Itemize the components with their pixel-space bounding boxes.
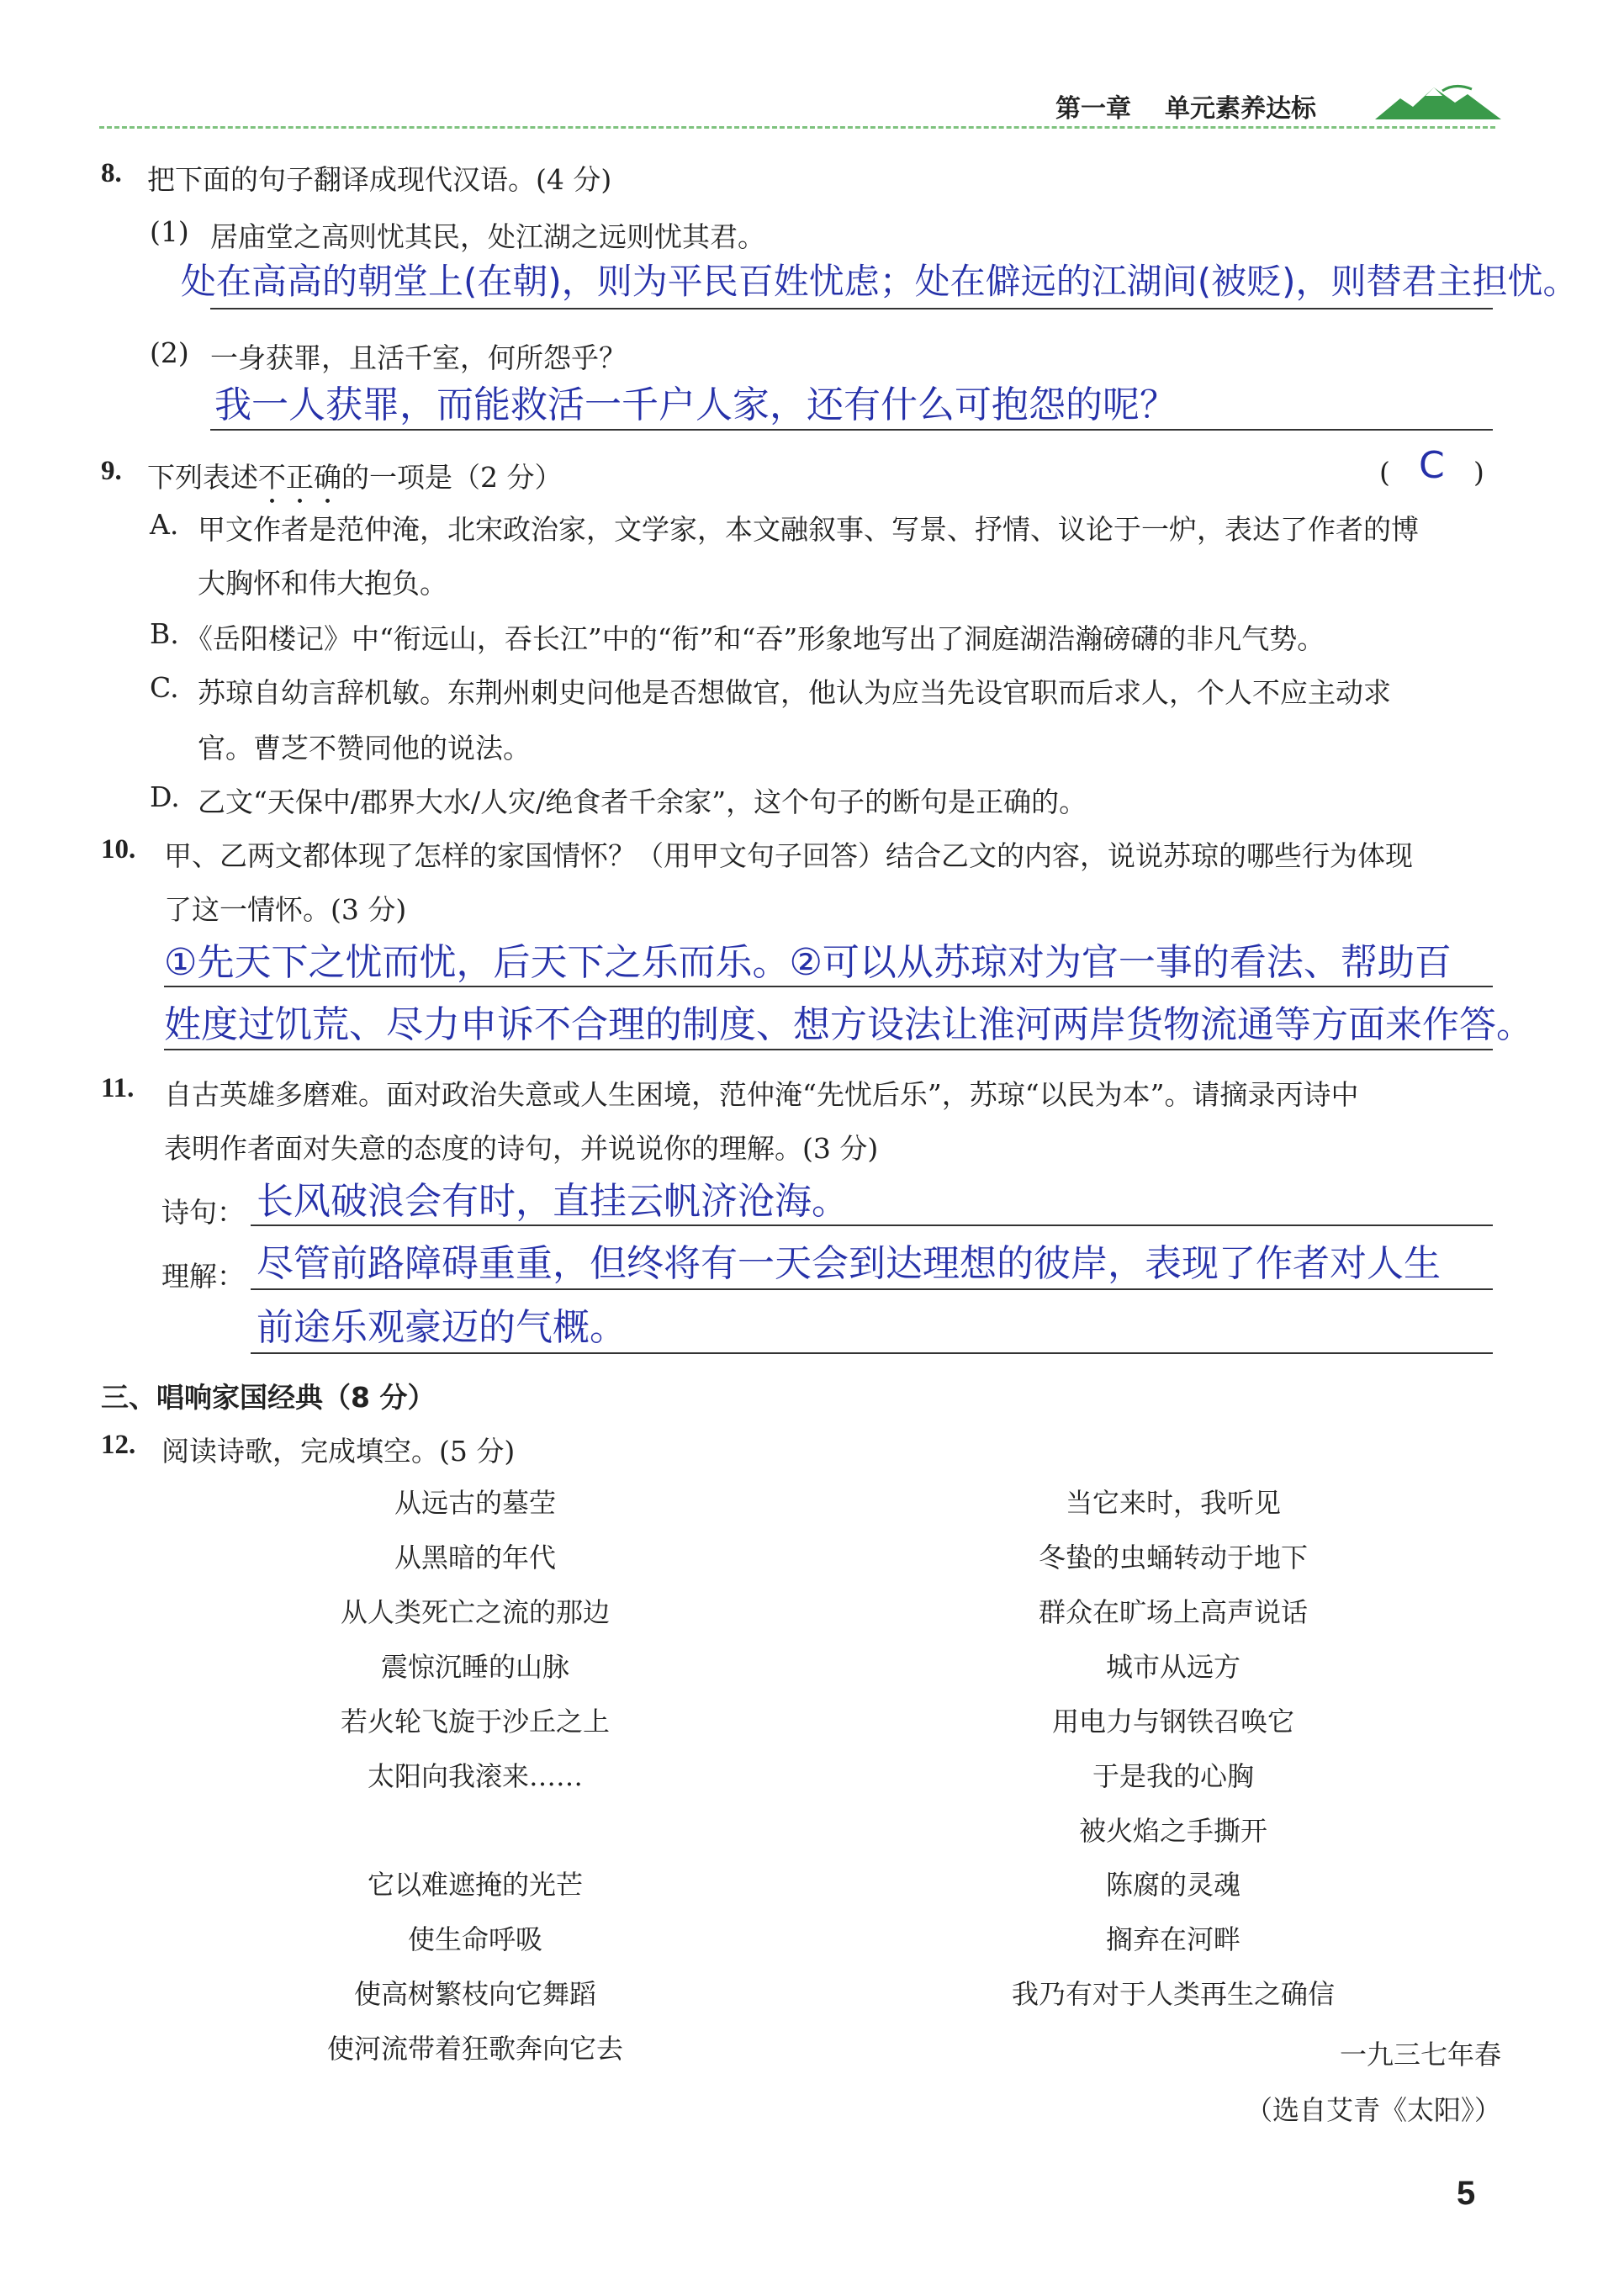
q8-number: 8. <box>101 158 122 188</box>
answer-line <box>251 1288 1493 1290</box>
q8-sub2-answer: 我一人获罪，而能救活一千户人家，还有什么可抱怨的呢？ <box>214 383 1177 426</box>
q10-prompt: 甲、乙两文都体现了怎样的家国情怀？（用甲文句子回答）结合乙文的内容，说说苏琼的哪些行为体现 <box>164 839 1413 872</box>
q9-prompt: 下列表述不正确的一项是（2 分） <box>147 461 563 494</box>
answer-line <box>251 1224 1493 1226</box>
q11-prompt-cont: 表明作者面对失意的态度的诗句，并说说你的理解。(3 分) <box>164 1132 879 1165</box>
q11-number: 11. <box>101 1073 135 1103</box>
answer-line <box>251 1352 1493 1354</box>
q9-number: 9. <box>101 456 122 486</box>
q11-understand-answer-line2: 前途乐观豪迈的气概。 <box>257 1306 627 1349</box>
poem-right-line: 我乃有对于人类再生之确信 <box>1011 1978 1335 2010</box>
q9-option-b-label: B. <box>150 617 179 650</box>
answer-line <box>164 1049 1493 1050</box>
poem-right-line: 陈腐的灵魂 <box>1105 1869 1240 1901</box>
page-number: 5 <box>1457 2175 1476 2212</box>
poem-right-line: 当它来时，我听见 <box>1065 1487 1281 1519</box>
q9-option-a-label: A. <box>150 508 179 541</box>
mountain-logo-icon <box>1375 77 1501 124</box>
q9-answer-paren-close: ) <box>1473 456 1484 489</box>
q9-option-b-text: 《岳阳楼记》中“衔远山，吞长江”中的“衔”和“吞”形象地写出了洞庭湖浩瀚磅礴的非凡气势。 <box>185 622 1325 655</box>
q11-understand-label: 理解： <box>161 1260 245 1293</box>
q9-answer: C <box>1419 444 1445 487</box>
q11-poem-answer: 长风破浪会有时，直挂云帆济沧海。 <box>257 1180 849 1223</box>
answer-line <box>210 308 1493 309</box>
q9-answer-paren-open: ( <box>1379 456 1390 489</box>
q8-sub1-answer: 处在高高的朝堂上(在朝)，则为平民百姓忧虑；处在僻远的江湖间(被贬)，则替君主担忧。 <box>181 261 1579 302</box>
q12-prompt: 阅读诗歌，完成填空。(5 分) <box>161 1435 516 1468</box>
poem-left-line: 震惊沉睡的山脉 <box>380 1651 569 1683</box>
q10-answer-line2: 姓度过饥荒、尽力申诉不合理的制度、想方设法让淮河两岸货物流通等方面来作答。 <box>164 1003 1533 1046</box>
q10-number: 10. <box>101 834 136 865</box>
poem-right-line: 群众在旷场上高声说话 <box>1038 1596 1308 1628</box>
q11-understand-answer-line1: 尽管前路障碍重重，但终将有一天会到达理想的彼岸，表现了作者对人生 <box>257 1242 1441 1285</box>
poem-right-line: 搁弃在河畔 <box>1105 1923 1240 1955</box>
poem-source: （选自艾青《太阳》） <box>1245 2094 1501 2126</box>
answer-line <box>164 986 1493 987</box>
q9-option-d-label: D. <box>150 780 180 813</box>
section-3-title: 三、唱响家国经典（8 分） <box>101 1381 436 1414</box>
poem-left-line: 它以难遮掩的光芒 <box>367 1869 583 1901</box>
poem-right-line: 冬蛰的虫蛹转动于地下 <box>1038 1542 1308 1574</box>
q9-option-c-text: 苏琼自幼言辞机敏。东荆州刺史问他是否想做官，他认为应当先设官职而后求人，个人不应主动求 <box>198 676 1391 709</box>
q12-number: 12. <box>101 1430 136 1460</box>
q8-sub1-label: (1) <box>150 215 189 248</box>
q8-prompt: 把下面的句子翻译成现代汉语。(4 分) <box>147 163 612 196</box>
q9-option-d-text: 乙文“天保中/郡界大水/人灾/绝食者千余家”，这个句子的断句是正确的。 <box>198 785 1087 818</box>
q9-option-a-text-cont: 大胸怀和伟大抱负。 <box>198 567 447 600</box>
q10-answer-line1: ①先天下之忧而忧，后天下之乐而乐。②可以从苏琼对为官一事的看法、帮助百 <box>164 941 1452 984</box>
q9-option-c-text-cont: 官。曹芝不赞同他的说法。 <box>198 732 531 764</box>
q11-poem-label: 诗句： <box>161 1196 245 1229</box>
q8-sub2-label: (2) <box>150 336 189 369</box>
q10-prompt-cont: 了这一情怀。(3 分) <box>164 893 407 926</box>
chapter-label: 第一章 <box>1055 94 1131 124</box>
q11-prompt: 自古英雄多磨难。面对政治失意或人生困境，范仲淹“先忧后乐”，苏琼“以民为本”。请摘录丙诗中 <box>164 1078 1359 1111</box>
header-divider <box>99 126 1495 129</box>
q8-sub1-text: 居庙堂之高则忧其民，处江湖之远则忧其君。 <box>210 220 765 253</box>
poem-left-line: 太阳向我滚来…… <box>367 1760 583 1792</box>
q8-sub2-text: 一身获罪，且活千室，何所怨乎？ <box>210 341 627 374</box>
section-label: 单元素养达标 <box>1165 94 1316 124</box>
poem-left-line: 若火轮飞旋于沙丘之上 <box>340 1706 610 1738</box>
poem-left-line: 从人类死亡之流的那边 <box>340 1596 610 1628</box>
poem-right-line: 用电力与钢铁召唤它 <box>1051 1706 1294 1738</box>
poem-right-line: 城市从远方 <box>1105 1651 1240 1683</box>
poem-right-line: 于是我的心胸 <box>1092 1760 1254 1792</box>
answer-line <box>210 429 1493 431</box>
poem-left-line: 使高树繁枝向它舞蹈 <box>353 1978 596 2010</box>
poem-date: 一九三七年春 <box>1339 2039 1501 2071</box>
poem-left-line: 从远古的墓茔 <box>394 1487 556 1519</box>
q9-option-a-text: 甲文作者是范仲淹，北宋政治家，文学家，本文融叙事、写景、抒情、议论于一炉，表达了作者的博 <box>198 513 1419 546</box>
poem-left-line: 从黑暗的年代 <box>394 1542 556 1574</box>
q9-option-c-label: C. <box>150 671 179 704</box>
poem-left-line: 使生命呼吸 <box>407 1923 542 1955</box>
poem-right-line: 被火焰之手撕开 <box>1078 1815 1267 1847</box>
poem-left-line: 使河流带着狂歌奔向它去 <box>326 2033 623 2065</box>
